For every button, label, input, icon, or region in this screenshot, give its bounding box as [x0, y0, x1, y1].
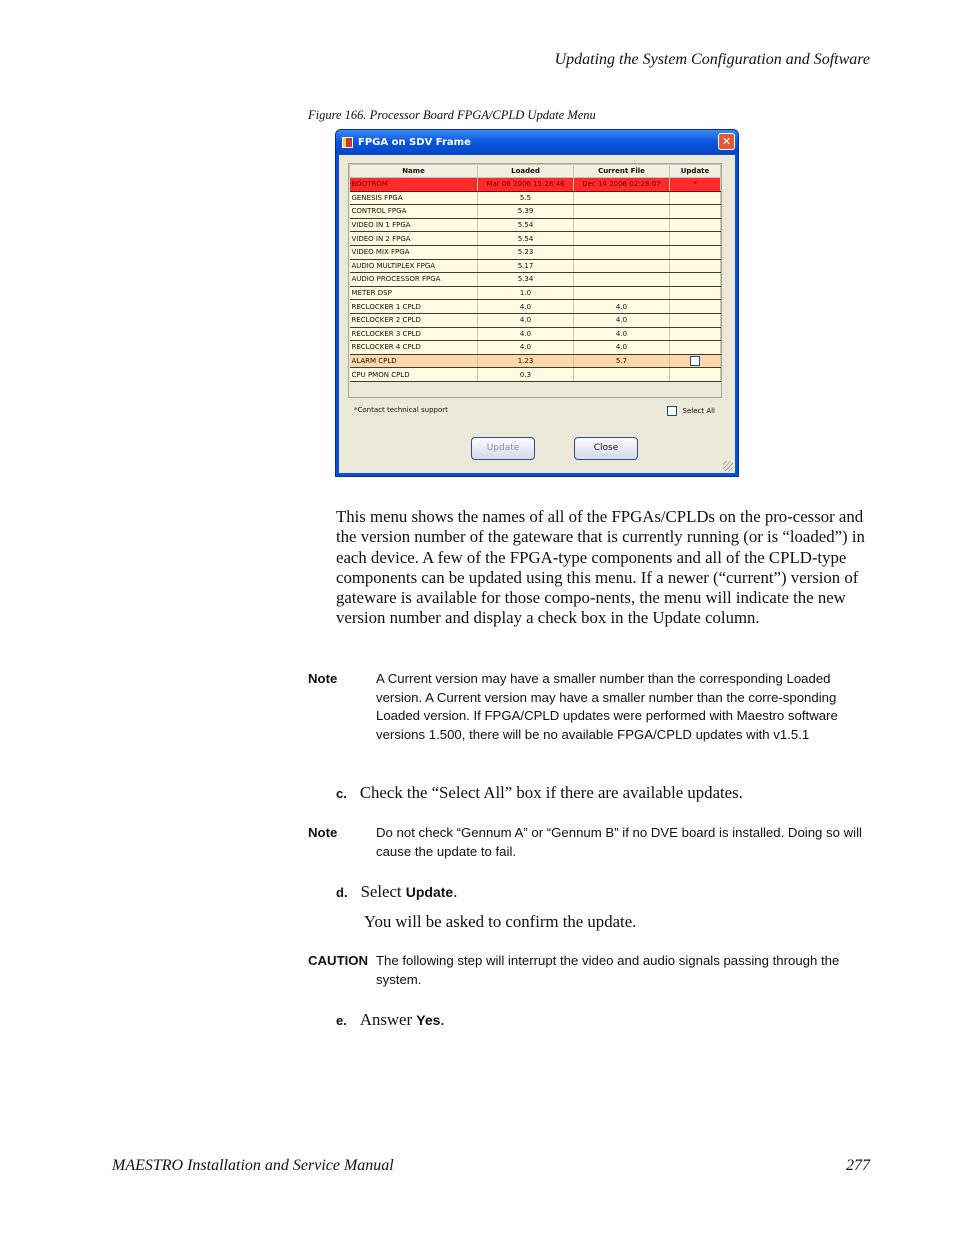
step-d-letter: d. [336, 885, 348, 900]
cell-name: VIDEO IN 1 FPGA [350, 218, 478, 232]
body-paragraph: This menu shows the names of all of the FPGAs/CPLDs on the pro-cessor and the version number of the gateware that is currently running (or is “loaded”) in each device. A few of the FPGA-type components and all of the CPLD-type components can be updated using this menu. If a newer (“current”) version of gateware is available for those compo-nents, the menu will indicate the new version number and display a check box in the Update column. [336, 507, 865, 628]
cell-current-file [574, 205, 670, 219]
cell-loaded: Mar 06 2006 15:28:46 [478, 178, 574, 192]
cell-loaded: 5.5 [478, 191, 574, 205]
cell-update [670, 368, 721, 382]
cell-loaded: 4.0 [478, 313, 574, 327]
table-row[interactable] [350, 286, 721, 300]
cell-current-file [574, 368, 670, 382]
table-row[interactable] [350, 273, 721, 287]
contact-support-note: *Contact technical support [354, 406, 448, 414]
cell-name: VIDEO IN 2 FPGA [350, 232, 478, 246]
cell-name: CONTROL FPGA [350, 205, 478, 219]
cell-loaded: 5.54 [478, 218, 574, 232]
close-button[interactable]: Close [574, 437, 638, 460]
table-row[interactable] [350, 341, 721, 355]
cell-current-file [574, 232, 670, 246]
note-1-label: Note [308, 671, 338, 686]
table-row[interactable] [350, 300, 721, 314]
step-e-letter: e. [336, 1013, 347, 1028]
column-header-name[interactable]: Name [350, 165, 478, 178]
cell-current-file: 4.0 [574, 300, 670, 314]
app-icon [342, 137, 353, 148]
step-d-followup: You will be asked to confirm the update. [364, 912, 637, 931]
footer-page-number: 277 [846, 1157, 870, 1174]
grid-header-row [350, 165, 721, 178]
table-row[interactable] [350, 205, 721, 219]
cell-loaded: 5.17 [478, 259, 574, 273]
cell-name: RECLOCKER 2 CPLD [350, 313, 478, 327]
cell-current-file: 4.0 [574, 327, 670, 341]
cell-loaded: 1.23 [478, 354, 574, 368]
table-row[interactable] [350, 313, 721, 327]
cell-name: ALARM CPLD [350, 354, 478, 368]
cell-loaded: 5.54 [478, 232, 574, 246]
cell-update [670, 218, 721, 232]
cell-update [670, 327, 721, 341]
update-checkbox[interactable] [690, 356, 700, 366]
step-e-prefix: Answer [359, 1010, 417, 1029]
table-row[interactable] [350, 368, 721, 382]
table-row[interactable] [350, 232, 721, 246]
cell-name: GENESIS FPGA [350, 191, 478, 205]
cell-name: CPU PMON CPLD [350, 368, 478, 382]
cell-update [670, 313, 721, 327]
figure-caption: Figure 166. Processor Board FPGA/CPLD Update Menu [308, 108, 596, 122]
fpga-update-dialog [335, 129, 739, 477]
footer-manual-title: MAESTRO Installation and Service Manual [112, 1157, 394, 1174]
cell-current-file: 4.0 [574, 313, 670, 327]
cell-update [670, 205, 721, 219]
cell-update [670, 341, 721, 355]
step-d-prefix: Select [360, 882, 406, 901]
step-d [336, 882, 457, 902]
column-header-current-file[interactable]: Current File [574, 165, 670, 178]
resize-grip[interactable] [723, 461, 733, 471]
table-row[interactable] [350, 191, 721, 205]
cell-loaded: 4.0 [478, 341, 574, 355]
cell-update: * [670, 178, 721, 192]
step-e-keyword: Yes [416, 1012, 441, 1028]
column-header-update[interactable]: Update [670, 165, 721, 178]
step-d-suffix: . [453, 882, 458, 901]
note-2 [308, 824, 868, 861]
cell-name: BOOTROM [350, 178, 478, 192]
dialog-titlebar[interactable] [336, 130, 738, 154]
cell-current-file [574, 245, 670, 259]
step-d-keyword: Update [405, 884, 454, 900]
cell-loaded: 4.0 [478, 300, 574, 314]
cell-name: VIDEO MIX FPGA [350, 245, 478, 259]
table-row[interactable] [350, 245, 721, 259]
cell-current-file [574, 286, 670, 300]
caution-text: The following step will interrupt the video and audio signals passing through the system. [376, 953, 840, 987]
cell-current-file [574, 259, 670, 273]
dialog-title: FPGA on SDV Frame [358, 136, 471, 148]
table-row[interactable] [350, 327, 721, 341]
step-e [336, 1010, 445, 1030]
update-button[interactable]: Update [471, 437, 535, 460]
note-1-text: A Current version may have a smaller number than the corresponding Loaded version. A Current version may have a smaller number than the corre-sponding Loaded version. If FPGA/CPLD updates were performed with Maestro software versions 1.500, there will be no available FPGA/CPLD updates with v1.5.1 [376, 671, 838, 742]
running-header: Updating the System Configuration and Software [554, 51, 870, 68]
cell-update [670, 300, 721, 314]
cell-update [670, 245, 721, 259]
cell-name: RECLOCKER 4 CPLD [350, 341, 478, 355]
table-row[interactable] [350, 259, 721, 273]
cell-update [670, 286, 721, 300]
cell-current-file [574, 191, 670, 205]
table-row[interactable] [350, 354, 721, 368]
cell-loaded: 4.0 [478, 327, 574, 341]
cell-name: AUDIO PROCESSOR FPGA [350, 273, 478, 287]
caution [308, 952, 868, 989]
table-row[interactable] [350, 178, 721, 192]
note-2-text: Do not check “Gennum A” or “Gennum B” if no DVE board is installed. Doing so will cause the update to fail. [376, 825, 862, 859]
step-e-suffix: . [440, 1010, 445, 1029]
cell-current-file: Dec 14 2006 02:28:07 [574, 178, 670, 192]
grid-body [350, 178, 721, 382]
cell-update [670, 232, 721, 246]
cell-loaded: 5.39 [478, 205, 574, 219]
cell-current-file [574, 273, 670, 287]
cell-name: METER DSP [350, 286, 478, 300]
cell-update [670, 191, 721, 205]
cell-current-file: 4.0 [574, 341, 670, 355]
cell-name: RECLOCKER 1 CPLD [350, 300, 478, 314]
table-row[interactable] [350, 218, 721, 232]
step-c [336, 783, 743, 803]
cell-update [670, 354, 721, 368]
column-header-loaded[interactable]: Loaded [478, 165, 574, 178]
cell-update [670, 273, 721, 287]
step-c-text: Check the “Select All” box if there are available updates. [359, 783, 743, 802]
select-all-label: Select All [682, 407, 715, 415]
cell-current-file: 5.7 [574, 354, 670, 368]
cell-loaded: 0.3 [478, 368, 574, 382]
cell-loaded: 5.23 [478, 245, 574, 259]
select-all-option[interactable] [667, 406, 716, 416]
cell-loaded: 5.34 [478, 273, 574, 287]
step-c-letter: c. [336, 786, 347, 801]
cell-name: AUDIO MULTIPLEX FPGA [350, 259, 478, 273]
cell-update [670, 259, 721, 273]
dialog-client [339, 155, 735, 473]
cell-name: RECLOCKER 3 CPLD [350, 327, 478, 341]
close-icon[interactable]: ✕ [718, 133, 735, 150]
fpga-grid [348, 163, 722, 398]
cell-loaded: 1.0 [478, 286, 574, 300]
select-all-checkbox[interactable] [667, 406, 677, 416]
caution-label: CAUTION [308, 953, 369, 968]
note-2-label: Note [308, 825, 338, 840]
note-1 [308, 670, 868, 744]
cell-current-file [574, 218, 670, 232]
